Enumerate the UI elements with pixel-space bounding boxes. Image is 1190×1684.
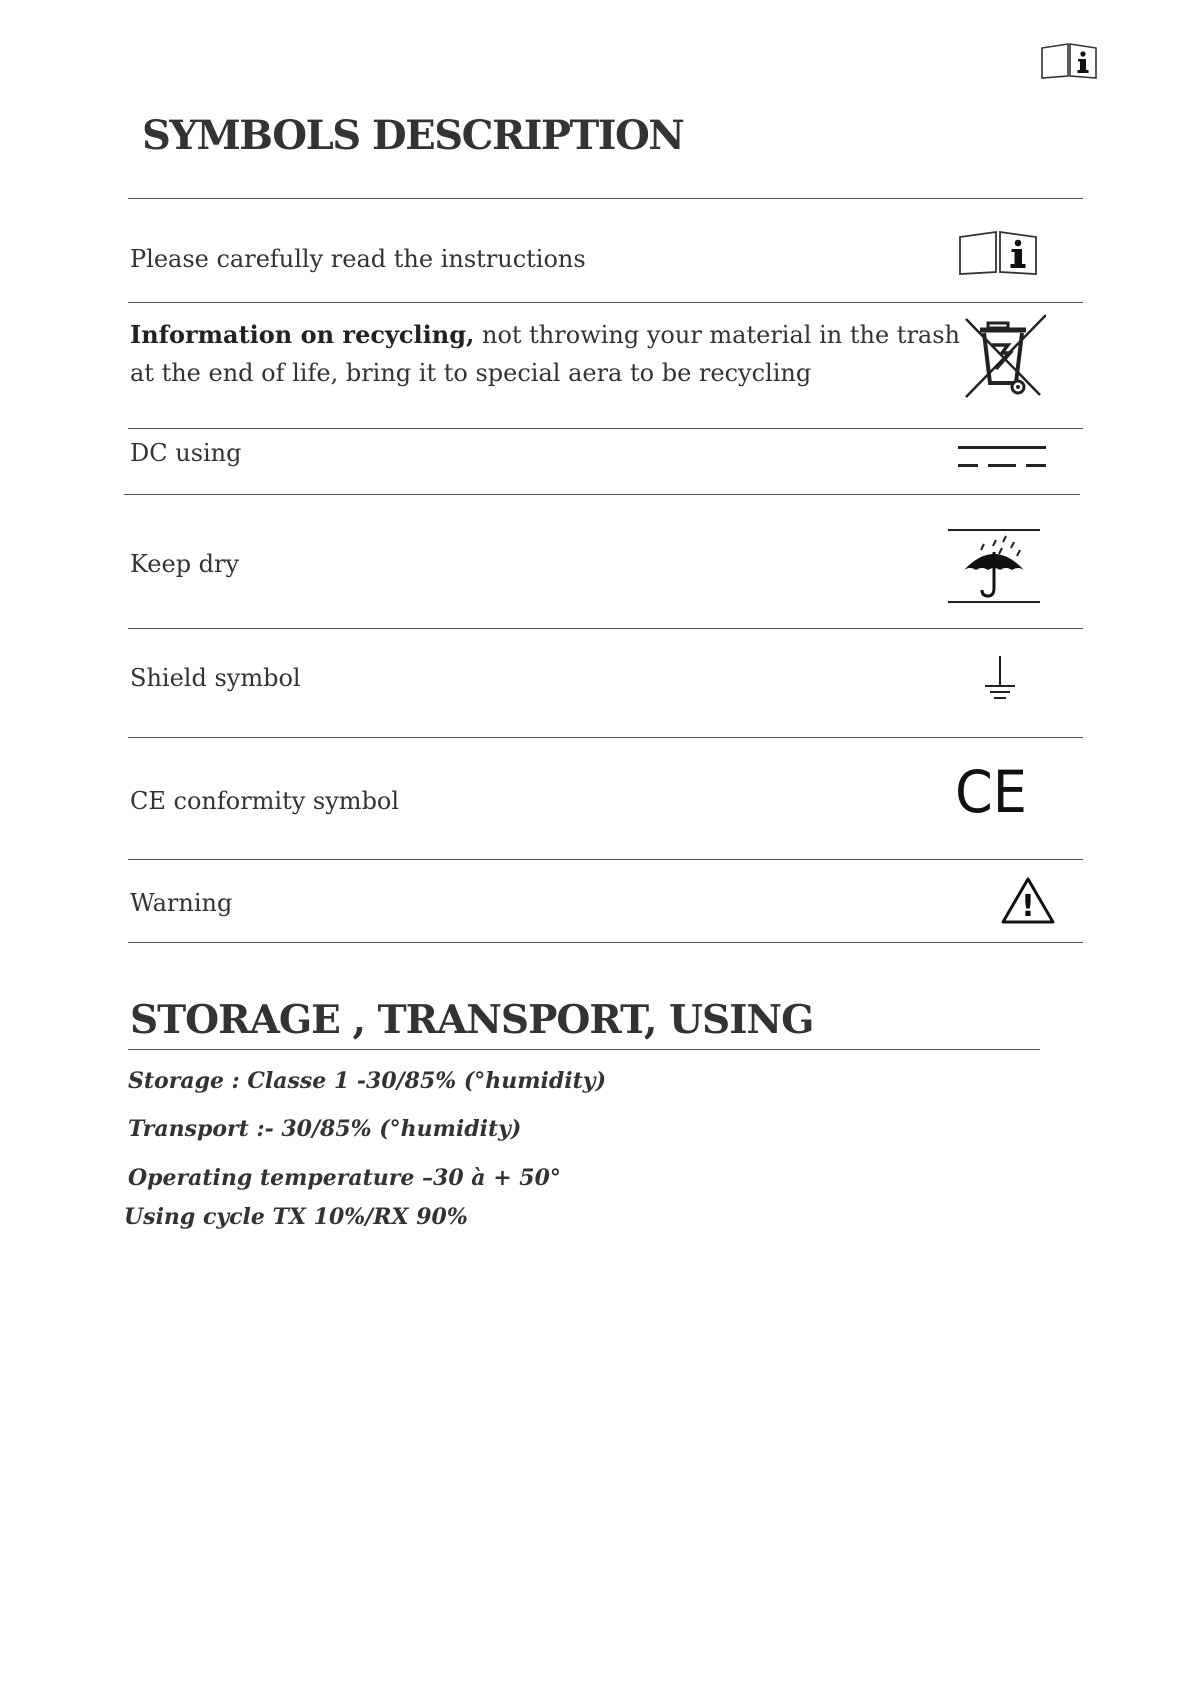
page-title: SYMBOLS DESCRIPTION (142, 112, 684, 159)
warning-triangle-icon (1000, 876, 1056, 926)
divider (128, 859, 1083, 860)
divider (128, 302, 1083, 303)
operating-temperature-spec: Operating temperature –30 à + 50° (128, 1165, 561, 1191)
warning-mark-text: ! (1021, 889, 1035, 924)
symbol-description: CE conformity symbol (130, 787, 400, 815)
transport-spec: Transport :- 30/85% (°humidity) (128, 1116, 522, 1142)
symbol-description (130, 316, 960, 354)
divider (128, 942, 1083, 943)
symbol-description: DC using (130, 439, 242, 467)
divider (128, 198, 1083, 199)
symbol-description-line2: at the end of life, bring it to special aera to be recycling (130, 359, 812, 387)
divider (128, 428, 1083, 429)
umbrella-icon (948, 528, 1040, 604)
divider (128, 737, 1083, 738)
symbol-description-bold: Information on recycling, (130, 320, 475, 349)
divider (128, 628, 1083, 629)
ce-mark-text: CE (955, 764, 1027, 818)
using-cycle-spec: Using cycle TX 10%/RX 90% (124, 1204, 468, 1230)
divider (124, 494, 1080, 495)
symbol-description-line1: not throwing your material in the trash (481, 321, 960, 349)
symbol-description: Please carefully read the instructions (130, 245, 586, 273)
manual-info-icon (1040, 42, 1098, 80)
symbol-description: Keep dry (130, 550, 240, 578)
ground-icon (983, 656, 1017, 702)
symbol-description: Warning (130, 889, 233, 917)
section-title: STORAGE , TRANSPORT, USING (130, 997, 814, 1043)
crossed-bin-icon (962, 313, 1046, 399)
ce-mark-icon (955, 764, 1027, 818)
manual-info-icon (958, 230, 1038, 276)
storage-spec: Storage : Classe 1 -30/85% (°humidity) (128, 1068, 606, 1094)
symbol-description: Shield symbol (130, 664, 301, 692)
dc-current-icon (958, 444, 1046, 470)
title-underline (128, 1049, 1040, 1050)
